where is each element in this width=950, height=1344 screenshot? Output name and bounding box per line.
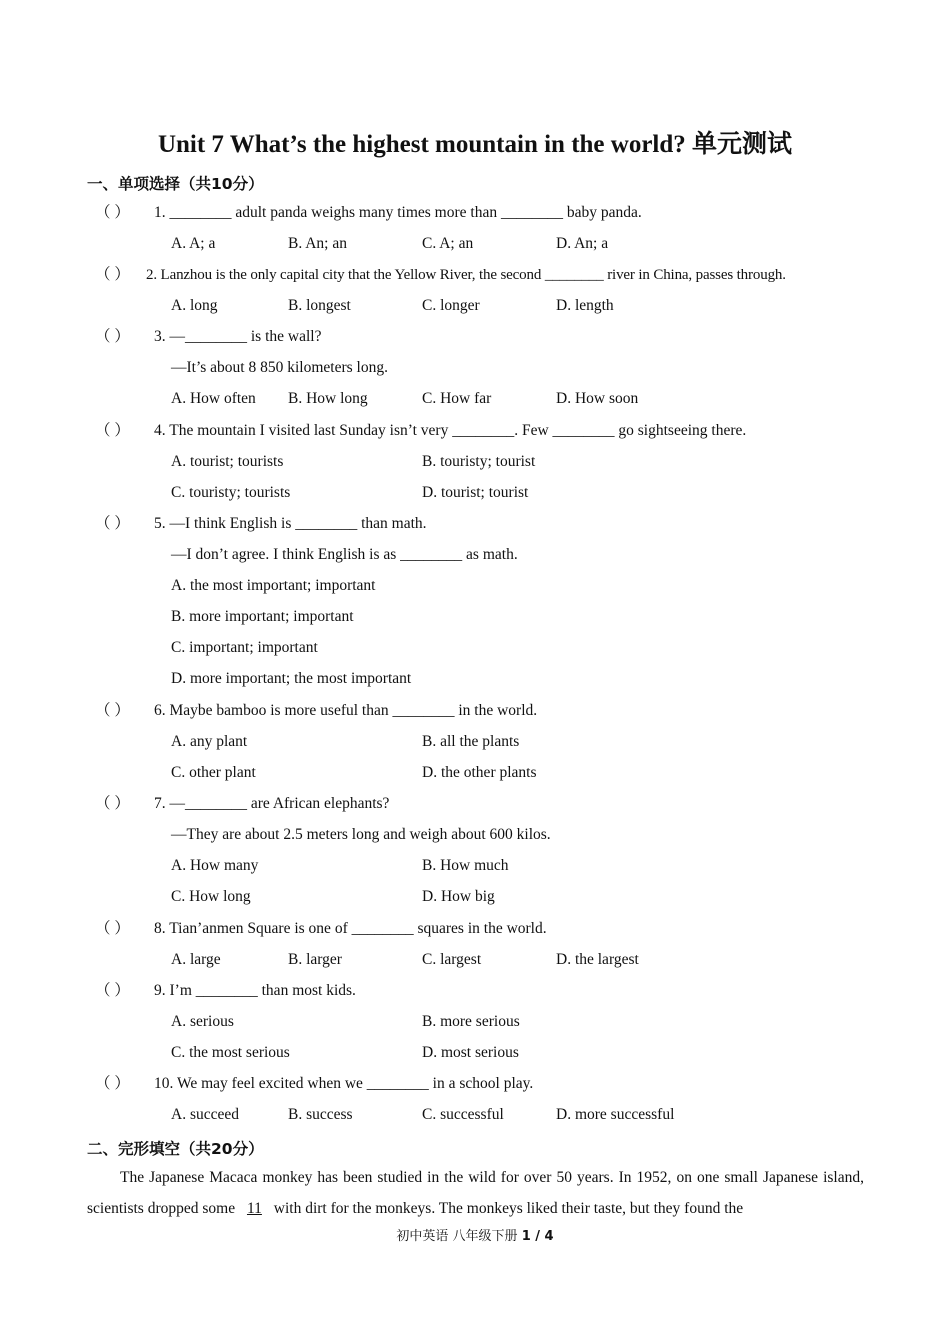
question-stem: 2. Lanzhou is the only capital city that the Yellow River, the second ________ river in China, passes through. <box>146 267 786 283</box>
answer-paren: （ ） <box>95 204 130 221</box>
option: A. A; a <box>171 235 216 252</box>
option: A. large <box>171 951 221 968</box>
question-stem: 1. ________ adult panda weighs many times more than ________ baby panda. <box>154 204 642 221</box>
cloze-text: The Japanese Macaca monkey has been studied in the wild for over 50 years. In 1952, on one small Japanese island, scientists dropped some <box>87 1169 864 1217</box>
question-stem: 10. We may feel excited when we ________ in a school play. <box>154 1075 534 1092</box>
footer-text: 初中英语 八年级下册 <box>396 1229 522 1244</box>
option: C. How long <box>171 888 251 905</box>
option: B. more serious <box>422 1013 520 1030</box>
option: B. How long <box>288 390 368 407</box>
answer-paren: （ ） <box>95 795 130 812</box>
page-title: Unit 7 What’s the highest mountain in the world? 单元测试 <box>157 131 793 158</box>
option: D. An; a <box>556 235 609 252</box>
option: C. touristy; tourists <box>171 484 291 501</box>
option: C. successful <box>422 1106 504 1123</box>
option: D. more successful <box>556 1106 675 1123</box>
cloze-passage <box>87 1162 864 1224</box>
page-footer <box>0 1225 950 1244</box>
section-heading-single-choice: 一、单项选择（共10分） <box>87 175 264 193</box>
option: D. the other plants <box>422 764 537 781</box>
option: A. any plant <box>171 733 248 750</box>
option: C. longer <box>422 297 480 314</box>
answer-paren: （ ） <box>95 328 130 345</box>
question-stem: 7. —________ are African elephants? <box>154 795 390 812</box>
option: A. the most important; important <box>171 577 376 594</box>
option: C. other plant <box>171 764 256 781</box>
option: A. serious <box>171 1013 234 1030</box>
question-stem: 6. Maybe bamboo is more useful than ________ in the world. <box>154 702 538 719</box>
option: D. the largest <box>556 951 639 968</box>
option: C. largest <box>422 951 482 968</box>
question-stem: 5. —I think English is ________ than math. <box>154 515 427 532</box>
cloze-blank: 11 <box>246 1200 262 1217</box>
option: C. the most serious <box>171 1044 290 1061</box>
option: B. How much <box>422 857 509 874</box>
question-stem: 4. The mountain I visited last Sunday isn’t very ________. Few ________ go sightseeing there. <box>154 422 747 439</box>
page-number: 1 / 4 <box>521 1229 554 1244</box>
section-heading-cloze: 二、完形填空（共20分） <box>87 1140 264 1158</box>
option: B. An; an <box>288 235 347 252</box>
option: A. succeed <box>171 1106 239 1123</box>
answer-paren: （ ） <box>95 266 130 283</box>
option: B. larger <box>288 951 342 968</box>
option: B. touristy; tourist <box>422 453 536 470</box>
option: D. length <box>556 297 614 314</box>
answer-paren: （ ） <box>95 1075 130 1092</box>
option: B. all the plants <box>422 733 520 750</box>
option: C. How far <box>422 390 492 407</box>
option: D. most serious <box>422 1044 519 1061</box>
option: D. How soon <box>556 390 639 407</box>
option: B. success <box>288 1106 353 1123</box>
question-stem-reply: —It’s about 8 850 kilometers long. <box>171 359 388 376</box>
option: A. How often <box>171 390 256 407</box>
option: D. tourist; tourist <box>422 484 529 501</box>
option: A. long <box>171 297 218 314</box>
question-stem: 8. Tian’anmen Square is one of ________ squares in the world. <box>154 920 547 937</box>
answer-paren: （ ） <box>95 920 130 937</box>
question-stem: 3. —________ is the wall? <box>154 328 322 345</box>
answer-paren: （ ） <box>95 422 130 439</box>
question-stem: 9. I’m ________ than most kids. <box>154 982 356 999</box>
question-stem-reply: —I don’t agree. I think English is as ________ as math. <box>171 546 518 563</box>
cloze-text: with dirt for the monkeys. The monkeys liked their taste, but they found the <box>269 1200 744 1217</box>
question-stem-reply: —They are about 2.5 meters long and weigh about 600 kilos. <box>171 826 551 843</box>
option: C. A; an <box>422 235 474 252</box>
option: D. How big <box>422 888 495 905</box>
option: A. How many <box>171 857 259 874</box>
option: B. longest <box>288 297 351 314</box>
option: D. more important; the most important <box>171 670 412 687</box>
answer-paren: （ ） <box>95 515 130 532</box>
option: B. more important; important <box>171 608 354 625</box>
option: A. tourist; tourists <box>171 453 284 470</box>
answer-paren: （ ） <box>95 702 130 719</box>
option: C. important; important <box>171 639 318 656</box>
answer-paren: （ ） <box>95 982 130 999</box>
